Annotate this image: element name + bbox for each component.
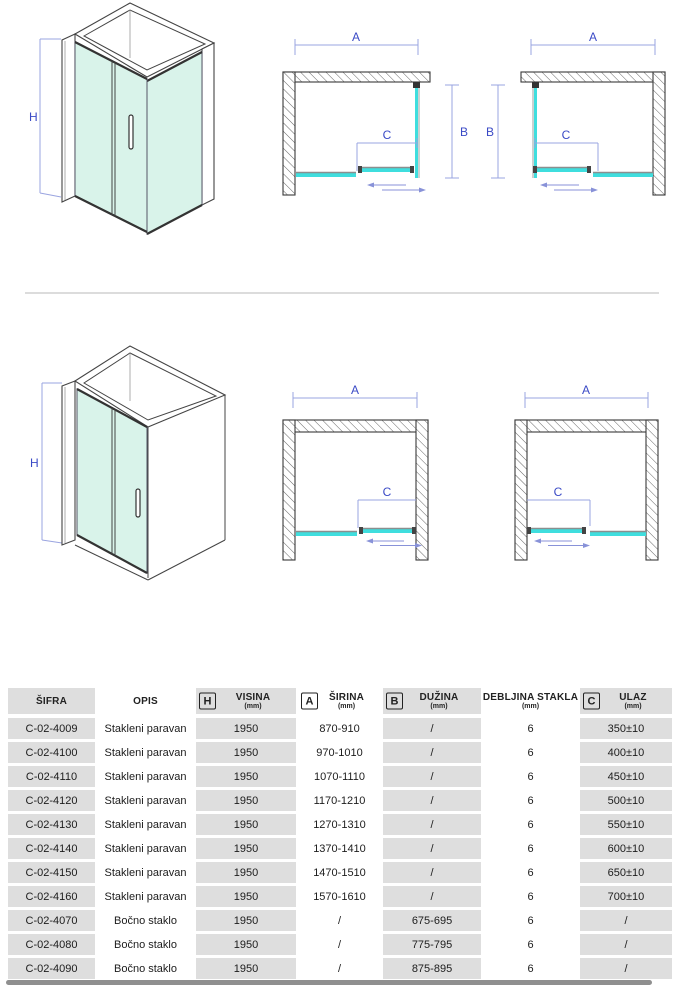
col-title: DUŽINA	[419, 691, 459, 703]
col-unit: (mm)	[244, 702, 262, 710]
sliding-door	[533, 166, 653, 177]
table-cell: C-02-4140	[8, 838, 95, 859]
side-glass	[413, 82, 420, 178]
col-title: OPIS	[133, 695, 158, 707]
table-cell: Bočno staklo	[97, 934, 194, 955]
dim-h	[40, 39, 61, 197]
table-cell: C-02-4070	[8, 910, 95, 931]
dim-letter-b-box: B	[386, 693, 403, 710]
table-cell: 775-795	[383, 934, 481, 955]
table-cell: Stakleni paravan	[97, 718, 194, 739]
table-cell: 1950	[196, 958, 296, 979]
dim-a-label: A	[588, 30, 598, 44]
col-header-debljina-stakla	[483, 688, 578, 714]
table-cell: 6	[483, 742, 578, 763]
plan-view-side-glass-left	[486, 25, 678, 215]
table-cell: Stakleni paravan	[97, 742, 194, 763]
table-cell: 1950	[196, 862, 296, 883]
table-cell: /	[383, 790, 481, 811]
dim-c-label: C	[561, 128, 571, 142]
table-cell: /	[383, 862, 481, 883]
table-cell: 1070-1110	[298, 766, 381, 787]
table-cell: 1170-1210	[298, 790, 381, 811]
sliding-door	[527, 527, 646, 536]
sliding-door	[296, 166, 414, 177]
table-cell: /	[298, 910, 381, 931]
col-header-sifra	[8, 688, 95, 714]
table-cell: /	[383, 814, 481, 835]
col-title: ŠIRINA	[328, 691, 365, 703]
col-unit: (mm)	[337, 702, 356, 710]
table-cell: 6	[483, 814, 578, 835]
slide-direction-arrows	[534, 539, 590, 549]
table-cell: 1950	[196, 790, 296, 811]
elevation-view-entry-right	[270, 368, 470, 573]
table-cell: /	[298, 934, 381, 955]
section-divider	[25, 292, 659, 294]
footer-bar	[6, 980, 652, 985]
table-cell: 700±10	[580, 886, 672, 907]
table-cell: C-02-4110	[8, 766, 95, 787]
col-unit: (mm)	[430, 702, 448, 710]
dim-a-label: A	[350, 383, 360, 397]
sliding-door	[296, 527, 416, 536]
iso-drawing-with-side-glass	[28, 0, 243, 265]
col-header-ulaz	[580, 688, 672, 714]
spec-table-header	[8, 688, 672, 714]
side-glass	[532, 82, 539, 178]
col-header-visina	[196, 688, 296, 714]
door-handle	[136, 489, 140, 517]
dim-h-label: H	[30, 456, 39, 470]
table-cell: /	[383, 886, 481, 907]
table-cell: 6	[483, 934, 578, 955]
table-cell: 870-910	[298, 718, 381, 739]
dim-c	[527, 500, 590, 526]
table-cell: 6	[483, 886, 578, 907]
dim-h	[42, 383, 62, 543]
dim-a-label: A	[581, 383, 591, 397]
table-cell: 1370-1410	[298, 838, 381, 859]
dim-c	[358, 500, 416, 528]
table-cell: /	[580, 910, 672, 931]
table-cell: 1950	[196, 766, 296, 787]
table-cell: 1470-1510	[298, 862, 381, 883]
col-title: DEBLJINA STAKLA	[482, 691, 579, 703]
table-cell: 1950	[196, 718, 296, 739]
table-cell: C-02-4100	[8, 742, 95, 763]
table-cell: Stakleni paravan	[97, 814, 194, 835]
table-cell: 6	[483, 838, 578, 859]
right-wall-profile	[202, 43, 214, 205]
slide-direction-arrows	[540, 183, 598, 193]
table-cell: /	[383, 718, 481, 739]
table-cell: 6	[483, 958, 578, 979]
table-cell: Stakleni paravan	[97, 790, 194, 811]
col-title: ULAZ	[619, 691, 647, 703]
dim-a-label: A	[351, 30, 361, 44]
table-cell: 6	[483, 766, 578, 787]
table-cell: /	[298, 958, 381, 979]
table-cell: Bočno staklo	[97, 910, 194, 931]
table-cell: 650±10	[580, 862, 672, 883]
table-cell: 970-1010	[298, 742, 381, 763]
dim-b	[445, 85, 459, 178]
spec-table-body	[8, 718, 672, 979]
dim-b-label: B	[460, 125, 469, 139]
col-header-duzina	[383, 688, 481, 714]
spec-table	[8, 688, 672, 979]
table-cell: 1950	[196, 838, 296, 859]
dim-c	[357, 138, 417, 171]
dim-letter-h-box: H	[199, 693, 216, 710]
iso-drawing-door-only	[28, 333, 243, 598]
table-cell: 6	[483, 910, 578, 931]
table-cell: C-02-4120	[8, 790, 95, 811]
dim-letter-c-box: C	[583, 693, 600, 710]
table-cell: 1950	[196, 934, 296, 955]
table-cell: C-02-4090	[8, 958, 95, 979]
table-cell: C-02-4080	[8, 934, 95, 955]
door-handle	[129, 115, 133, 149]
plan-view-side-glass-right	[270, 25, 470, 215]
table-cell: C-02-4150	[8, 862, 95, 883]
table-cell: 1270-1310	[298, 814, 381, 835]
table-cell: Stakleni paravan	[97, 838, 194, 859]
table-cell: C-02-4009	[8, 718, 95, 739]
dim-b-label: B	[486, 125, 495, 139]
table-cell: /	[580, 934, 672, 955]
table-cell: 1570-1610	[298, 886, 381, 907]
left-wall-profile	[62, 34, 75, 202]
table-cell: 600±10	[580, 838, 672, 859]
table-cell: 675-695	[383, 910, 481, 931]
table-cell: Stakleni paravan	[97, 886, 194, 907]
table-cell: /	[580, 958, 672, 979]
col-title: ŠIFRA	[36, 695, 67, 707]
col-unit: (mm)	[521, 702, 540, 710]
table-cell: 875-895	[383, 958, 481, 979]
col-title: VISINA	[235, 691, 271, 703]
table-cell: Bočno staklo	[97, 958, 194, 979]
table-cell: 1950	[196, 886, 296, 907]
left-wall-profile	[62, 381, 75, 545]
slide-direction-arrows	[367, 183, 426, 193]
side-glass-panel	[147, 52, 202, 234]
slide-direction-arrows	[366, 539, 422, 549]
table-cell: 6	[483, 790, 578, 811]
dim-h-label: H	[29, 110, 38, 124]
dim-c-label: C	[382, 485, 392, 499]
table-cell: 1950	[196, 814, 296, 835]
table-cell: 350±10	[580, 718, 672, 739]
table-cell: C-02-4130	[8, 814, 95, 835]
table-cell: Stakleni paravan	[97, 766, 194, 787]
table-cell: 500±10	[580, 790, 672, 811]
table-cell: 6	[483, 718, 578, 739]
walls	[283, 420, 428, 560]
table-cell: Stakleni paravan	[97, 862, 194, 883]
dim-c-label: C	[382, 128, 392, 142]
table-cell: /	[383, 742, 481, 763]
dim-letter-a-box: A	[301, 693, 318, 710]
table-cell: /	[383, 766, 481, 787]
table-cell: 1950	[196, 742, 296, 763]
table-cell: 1950	[196, 910, 296, 931]
table-cell: 400±10	[580, 742, 672, 763]
table-cell: 550±10	[580, 814, 672, 835]
table-cell: 6	[483, 862, 578, 883]
table-cell: C-02-4160	[8, 886, 95, 907]
col-unit: (mm)	[624, 702, 642, 710]
table-cell: /	[383, 838, 481, 859]
table-cell: 450±10	[580, 766, 672, 787]
col-header-sirina	[298, 688, 381, 714]
dim-c-label: C	[553, 485, 563, 499]
elevation-view-entry-left	[493, 368, 678, 573]
col-header-opis	[97, 688, 194, 714]
walls	[515, 420, 658, 560]
